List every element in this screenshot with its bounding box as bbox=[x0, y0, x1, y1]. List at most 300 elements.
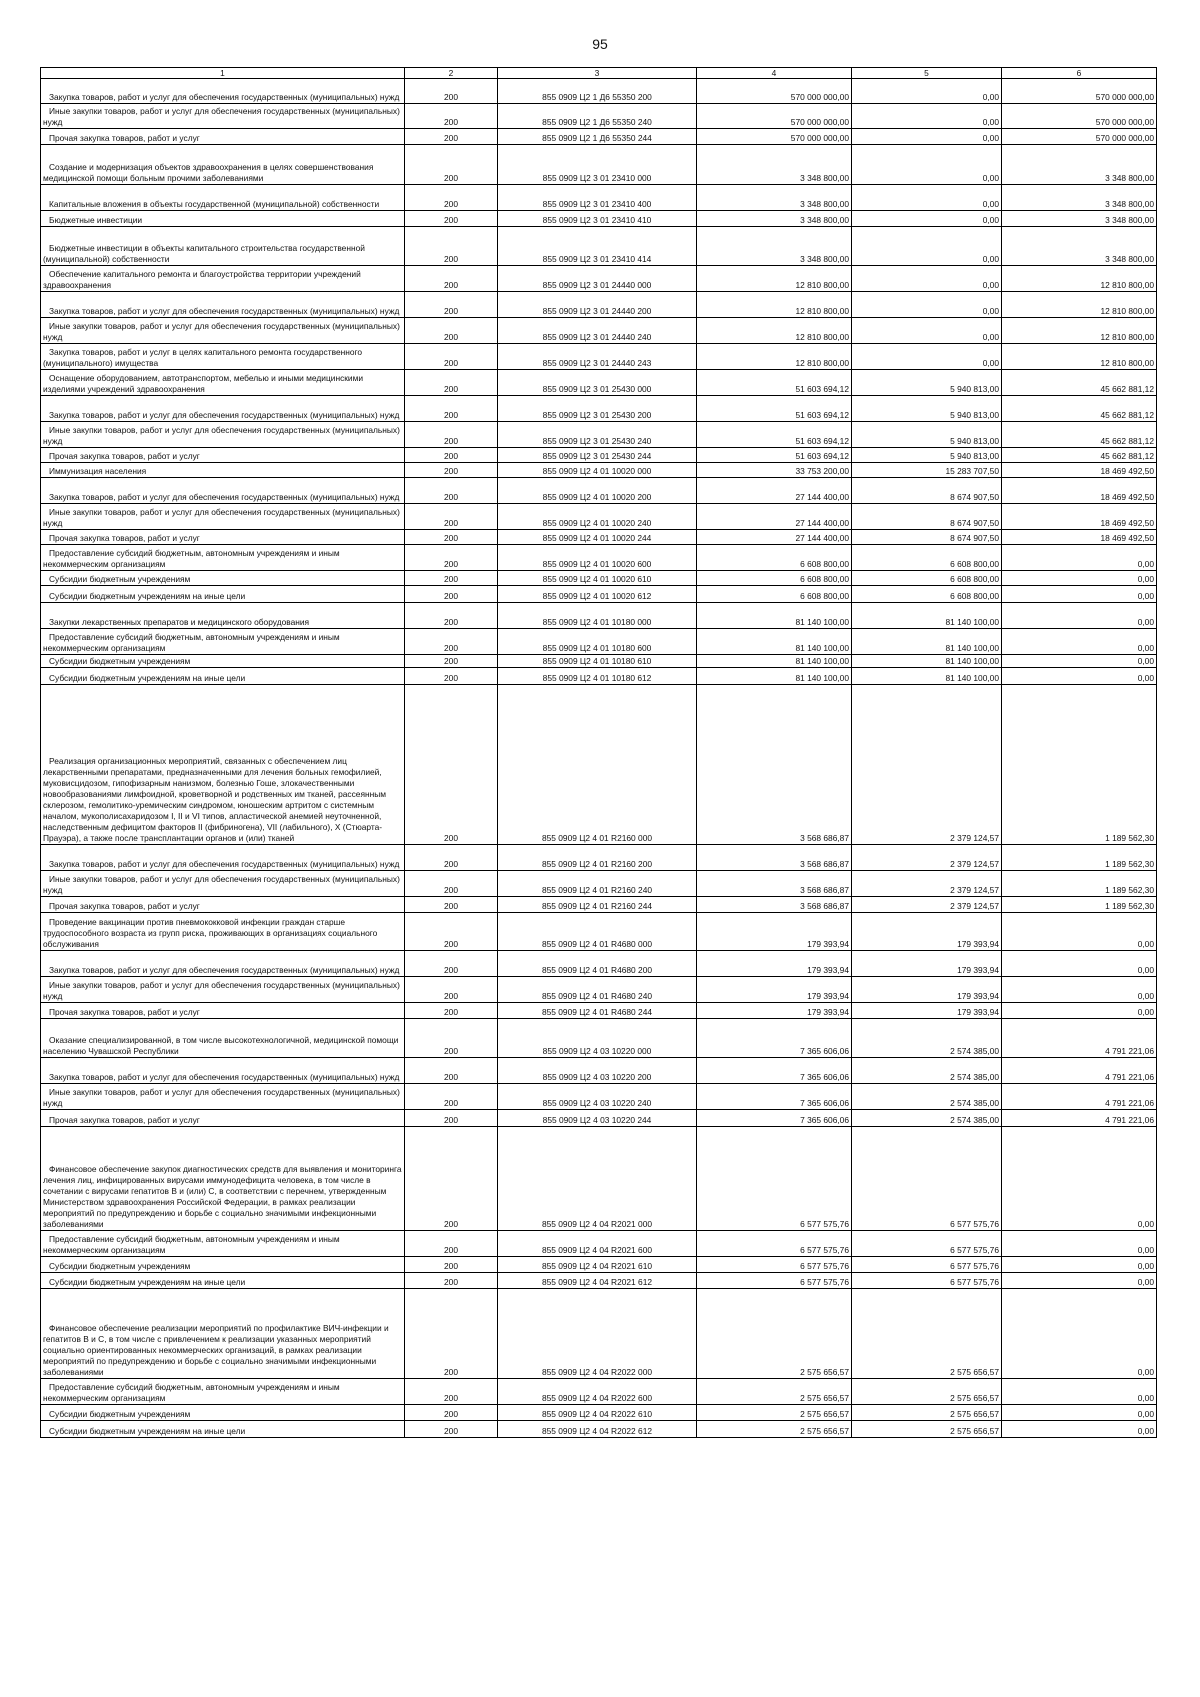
table-row bbox=[41, 655, 1157, 668]
row-name-text: Иные закупки товаров, работ и услуг для обеспечения государственных (муниципальных) нужд bbox=[43, 874, 400, 895]
row-name-cell bbox=[41, 478, 405, 504]
row-name-text: Субсидии бюджетным учреждениям bbox=[49, 656, 191, 666]
row-classification-code-cell: 855 0909 Ц2 3 01 23410 400 bbox=[498, 185, 697, 211]
row-amount-col4-cell: 6 577 575,76 bbox=[697, 1127, 852, 1231]
row-amount-col6-cell: 4 791 221,06 bbox=[1002, 1019, 1157, 1058]
table-row bbox=[41, 1289, 1157, 1379]
row-amount-col5-cell: 8 674 907,50 bbox=[852, 504, 1002, 530]
row-name-cell bbox=[41, 104, 405, 129]
row-amount-col6-cell: 3 348 800,00 bbox=[1002, 211, 1157, 227]
row-classification-code-cell: 855 0909 Ц2 4 01 10020 612 bbox=[498, 586, 697, 603]
row-classification-code-cell: 855 0909 Ц2 3 01 24440 240 bbox=[498, 318, 697, 344]
row-name-cell bbox=[41, 603, 405, 629]
row-name-text: Бюджетные инвестиции в объекты капитального строительства государственной (муниципальной) собственности bbox=[43, 243, 365, 264]
row-amount-col5-cell: 2 574 385,00 bbox=[852, 1110, 1002, 1127]
row-amount-col4-cell: 2 575 656,57 bbox=[697, 1405, 852, 1421]
row-classification-code-cell: 855 0909 Ц2 4 01 10180 612 bbox=[498, 668, 697, 685]
row-amount-col6-cell: 570 000 000,00 bbox=[1002, 79, 1157, 104]
row-classification-code-cell: 855 0909 Ц2 3 01 24440 000 bbox=[498, 266, 697, 292]
row-amount-col6-cell: 3 348 800,00 bbox=[1002, 185, 1157, 211]
table-row bbox=[41, 1405, 1157, 1421]
table-row bbox=[41, 104, 1157, 129]
row-amount-col4-cell: 12 810 800,00 bbox=[697, 266, 852, 292]
row-amount-col5-cell: 179 393,94 bbox=[852, 951, 1002, 977]
row-code-cell: 200 bbox=[405, 1127, 498, 1231]
row-amount-col6-cell: 0,00 bbox=[1002, 1379, 1157, 1405]
row-amount-col6-cell: 12 810 800,00 bbox=[1002, 266, 1157, 292]
row-amount-col4-cell: 27 144 400,00 bbox=[697, 530, 852, 545]
row-amount-col5-cell: 2 379 124,57 bbox=[852, 897, 1002, 913]
row-amount-col4-cell: 3 568 686,87 bbox=[697, 845, 852, 871]
row-amount-col6-cell: 0,00 bbox=[1002, 1003, 1157, 1019]
row-amount-col4-cell: 51 603 694,12 bbox=[697, 448, 852, 463]
row-amount-col6-cell: 0,00 bbox=[1002, 913, 1157, 951]
row-amount-col4-cell: 6 577 575,76 bbox=[697, 1273, 852, 1289]
row-classification-code-cell: 855 0909 Ц2 4 01 10180 000 bbox=[498, 603, 697, 629]
row-amount-col5-cell: 6 577 575,76 bbox=[852, 1273, 1002, 1289]
row-code-cell: 200 bbox=[405, 545, 498, 571]
column-header: 5 bbox=[852, 68, 1002, 79]
row-amount-col6-cell: 0,00 bbox=[1002, 545, 1157, 571]
row-amount-col4-cell: 3 348 800,00 bbox=[697, 145, 852, 185]
row-amount-col4-cell: 2 575 656,57 bbox=[697, 1421, 852, 1438]
row-amount-col4-cell: 27 144 400,00 bbox=[697, 504, 852, 530]
row-classification-code-cell: 855 0909 Ц2 4 04 R2022 610 bbox=[498, 1405, 697, 1421]
row-amount-col6-cell: 18 469 492,50 bbox=[1002, 478, 1157, 504]
row-name-cell bbox=[41, 1110, 405, 1127]
row-amount-col6-cell: 0,00 bbox=[1002, 571, 1157, 586]
row-name-cell bbox=[41, 227, 405, 266]
table-row bbox=[41, 504, 1157, 530]
row-amount-col5-cell: 5 940 813,00 bbox=[852, 422, 1002, 448]
row-name-text: Субсидии бюджетным учреждениям bbox=[49, 574, 191, 584]
row-classification-code-cell: 855 0909 Ц2 1 Д6 55350 200 bbox=[498, 79, 697, 104]
row-name-text: Предоставление субсидий бюджетным, автономным учреждениям и иным некоммерческим организациям bbox=[43, 548, 340, 569]
row-amount-col4-cell: 6 577 575,76 bbox=[697, 1231, 852, 1257]
row-classification-code-cell: 855 0909 Ц2 1 Д6 55350 240 bbox=[498, 104, 697, 129]
row-amount-col4-cell: 3 348 800,00 bbox=[697, 227, 852, 266]
row-code-cell: 200 bbox=[405, 448, 498, 463]
row-name-text: Иные закупки товаров, работ и услуг для обеспечения государственных (муниципальных) нужд bbox=[43, 1087, 400, 1108]
row-code-cell: 200 bbox=[405, 1379, 498, 1405]
row-code-cell: 200 bbox=[405, 463, 498, 478]
row-name-cell bbox=[41, 292, 405, 318]
row-name-cell bbox=[41, 685, 405, 845]
row-name-cell bbox=[41, 129, 405, 145]
row-name-cell bbox=[41, 1003, 405, 1019]
row-code-cell: 200 bbox=[405, 185, 498, 211]
row-name-text: Оснащение оборудованием, автотранспортом, мебелью и иными медицинскими изделиями учреждений здравоохранения bbox=[43, 373, 364, 394]
row-code-cell: 200 bbox=[405, 845, 498, 871]
row-code-cell: 200 bbox=[405, 318, 498, 344]
row-amount-col4-cell: 7 365 606,06 bbox=[697, 1058, 852, 1084]
table-row bbox=[41, 185, 1157, 211]
row-amount-col5-cell: 0,00 bbox=[852, 318, 1002, 344]
row-classification-code-cell: 855 0909 Ц2 4 01 R2160 240 bbox=[498, 871, 697, 897]
table-row bbox=[41, 685, 1157, 845]
row-amount-col4-cell: 570 000 000,00 bbox=[697, 129, 852, 145]
row-code-cell: 200 bbox=[405, 129, 498, 145]
row-amount-col4-cell: 81 140 100,00 bbox=[697, 629, 852, 655]
table-row bbox=[41, 478, 1157, 504]
row-name-text: Субсидии бюджетным учреждениям на иные цели bbox=[49, 1277, 246, 1287]
row-classification-code-cell: 855 0909 Ц2 4 01 R2160 244 bbox=[498, 897, 697, 913]
row-code-cell: 200 bbox=[405, 530, 498, 545]
row-name-text: Предоставление субсидий бюджетным, автономным учреждениям и иным некоммерческим организациям bbox=[43, 1234, 340, 1255]
row-classification-code-cell: 855 0909 Ц2 3 01 23410 414 bbox=[498, 227, 697, 266]
row-amount-col5-cell: 179 393,94 bbox=[852, 977, 1002, 1003]
row-code-cell: 200 bbox=[405, 1058, 498, 1084]
row-classification-code-cell: 855 0909 Ц2 4 01 10020 610 bbox=[498, 571, 697, 586]
row-code-cell: 200 bbox=[405, 586, 498, 603]
row-name-text: Закупка товаров, работ и услуг для обеспечения государственных (муниципальных) нужд bbox=[49, 859, 400, 869]
row-code-cell: 200 bbox=[405, 668, 498, 685]
row-name-cell bbox=[41, 530, 405, 545]
row-classification-code-cell: 855 0909 Ц2 4 01 R4680 200 bbox=[498, 951, 697, 977]
row-code-cell: 200 bbox=[405, 227, 498, 266]
row-code-cell: 200 bbox=[405, 79, 498, 104]
row-amount-col6-cell: 4 791 221,06 bbox=[1002, 1058, 1157, 1084]
row-amount-col6-cell: 0,00 bbox=[1002, 655, 1157, 668]
column-header: 2 bbox=[405, 68, 498, 79]
row-amount-col6-cell: 0,00 bbox=[1002, 1405, 1157, 1421]
row-name-cell bbox=[41, 951, 405, 977]
row-name-text: Обеспечение капитального ремонта и благоустройства территории учреждений здравоохранения bbox=[43, 269, 361, 290]
row-name-cell bbox=[41, 422, 405, 448]
row-amount-col4-cell: 81 140 100,00 bbox=[697, 603, 852, 629]
row-name-text: Иные закупки товаров, работ и услуг для обеспечения государственных (муниципальных) нужд bbox=[43, 106, 400, 127]
row-name-cell bbox=[41, 396, 405, 422]
table-row bbox=[41, 266, 1157, 292]
row-name-cell bbox=[41, 344, 405, 370]
row-name-text: Иные закупки товаров, работ и услуг для обеспечения государственных (муниципальных) нужд bbox=[43, 507, 400, 528]
table-row bbox=[41, 545, 1157, 571]
row-name-text: Закупка товаров, работ и услуг в целях капитального ремонта государственного (муниципального) имущества bbox=[43, 347, 363, 368]
column-header: 1 bbox=[41, 68, 405, 79]
column-number-row bbox=[41, 68, 1157, 79]
row-amount-col6-cell: 0,00 bbox=[1002, 951, 1157, 977]
table-row bbox=[41, 977, 1157, 1003]
row-classification-code-cell: 855 0909 Ц2 1 Д6 55350 244 bbox=[498, 129, 697, 145]
column-header: 6 bbox=[1002, 68, 1157, 79]
row-name-text: Финансовое обеспечение закупок диагностических средств для выявления и мониторинга лечения лиц, инфицированных вирусами иммунодефицита человека, в том числе в сочетании с вирусами гепатитов В и (или) С, в соответствии с перечнем, утвержденным Министерством здравоохранения Российской Федерации, в рамках реализации мероприятий по предупреждению и борьбе с социально значимыми инфекционными заболеваниями bbox=[43, 1164, 402, 1229]
row-amount-col6-cell: 0,00 bbox=[1002, 1257, 1157, 1273]
row-amount-col5-cell: 2 575 656,57 bbox=[852, 1421, 1002, 1438]
row-name-cell bbox=[41, 1421, 405, 1438]
row-classification-code-cell: 855 0909 Ц2 4 01 10020 200 bbox=[498, 478, 697, 504]
table-row bbox=[41, 129, 1157, 145]
row-code-cell: 200 bbox=[405, 1231, 498, 1257]
row-code-cell: 200 bbox=[405, 1019, 498, 1058]
row-amount-col4-cell: 3 568 686,87 bbox=[697, 897, 852, 913]
row-classification-code-cell: 855 0909 Ц2 4 01 R4680 000 bbox=[498, 913, 697, 951]
row-code-cell: 200 bbox=[405, 913, 498, 951]
table-body bbox=[41, 79, 1157, 1438]
table-row bbox=[41, 603, 1157, 629]
row-code-cell: 200 bbox=[405, 1084, 498, 1110]
row-amount-col4-cell: 51 603 694,12 bbox=[697, 422, 852, 448]
row-code-cell: 200 bbox=[405, 211, 498, 227]
row-amount-col5-cell: 2 379 124,57 bbox=[852, 871, 1002, 897]
row-name-text: Иные закупки товаров, работ и услуг для обеспечения государственных (муниципальных) нужд bbox=[43, 980, 400, 1001]
row-name-text: Бюджетные инвестиции bbox=[49, 215, 143, 225]
row-amount-col5-cell: 2 575 656,57 bbox=[852, 1405, 1002, 1421]
row-code-cell: 200 bbox=[405, 1003, 498, 1019]
table-row bbox=[41, 79, 1157, 104]
row-amount-col5-cell: 81 140 100,00 bbox=[852, 603, 1002, 629]
row-amount-col5-cell: 6 608 800,00 bbox=[852, 545, 1002, 571]
row-code-cell: 200 bbox=[405, 504, 498, 530]
row-amount-col5-cell: 2 379 124,57 bbox=[852, 685, 1002, 845]
row-amount-col6-cell: 0,00 bbox=[1002, 1289, 1157, 1379]
row-amount-col4-cell: 12 810 800,00 bbox=[697, 292, 852, 318]
row-amount-col6-cell: 1 189 562,30 bbox=[1002, 871, 1157, 897]
row-amount-col6-cell: 570 000 000,00 bbox=[1002, 104, 1157, 129]
row-name-text: Закупка товаров, работ и услуг для обеспечения государственных (муниципальных) нужд bbox=[49, 492, 400, 502]
table-row bbox=[41, 318, 1157, 344]
row-classification-code-cell: 855 0909 Ц2 4 01 R4680 244 bbox=[498, 1003, 697, 1019]
row-amount-col5-cell: 0,00 bbox=[852, 292, 1002, 318]
row-name-cell bbox=[41, 1127, 405, 1231]
row-name-text: Субсидии бюджетным учреждениям bbox=[49, 1409, 191, 1419]
table-row bbox=[41, 448, 1157, 463]
row-code-cell: 200 bbox=[405, 871, 498, 897]
row-amount-col4-cell: 81 140 100,00 bbox=[697, 668, 852, 685]
row-code-cell: 200 bbox=[405, 897, 498, 913]
row-name-cell bbox=[41, 448, 405, 463]
row-name-cell bbox=[41, 845, 405, 871]
row-name-cell bbox=[41, 545, 405, 571]
row-name-text: Иные закупки товаров, работ и услуг для обеспечения государственных (муниципальных) нужд bbox=[43, 321, 400, 342]
row-amount-col4-cell: 51 603 694,12 bbox=[697, 396, 852, 422]
row-code-cell: 200 bbox=[405, 344, 498, 370]
row-name-cell bbox=[41, 629, 405, 655]
row-amount-col6-cell: 0,00 bbox=[1002, 603, 1157, 629]
row-classification-code-cell: 855 0909 Ц2 3 01 25430 200 bbox=[498, 396, 697, 422]
row-amount-col6-cell: 18 469 492,50 bbox=[1002, 530, 1157, 545]
row-name-text: Прочая закупка товаров, работ и услуг bbox=[49, 901, 200, 911]
row-name-text: Закупка товаров, работ и услуг для обеспечения государственных (муниципальных) нужд bbox=[49, 410, 400, 420]
row-code-cell: 200 bbox=[405, 1273, 498, 1289]
row-name-cell bbox=[41, 1273, 405, 1289]
row-amount-col5-cell: 81 140 100,00 bbox=[852, 655, 1002, 668]
row-code-cell: 200 bbox=[405, 396, 498, 422]
row-amount-col6-cell: 1 189 562,30 bbox=[1002, 845, 1157, 871]
row-code-cell: 200 bbox=[405, 266, 498, 292]
row-name-text: Закупка товаров, работ и услуг для обеспечения государственных (муниципальных) нужд bbox=[49, 1072, 400, 1082]
row-amount-col4-cell: 12 810 800,00 bbox=[697, 344, 852, 370]
row-name-cell bbox=[41, 655, 405, 668]
row-amount-col6-cell: 1 189 562,30 bbox=[1002, 685, 1157, 845]
row-amount-col6-cell: 12 810 800,00 bbox=[1002, 344, 1157, 370]
row-classification-code-cell: 855 0909 Ц2 4 03 10220 240 bbox=[498, 1084, 697, 1110]
column-header: 4 bbox=[697, 68, 852, 79]
table-row bbox=[41, 227, 1157, 266]
row-classification-code-cell: 855 0909 Ц2 4 04 R2021 000 bbox=[498, 1127, 697, 1231]
row-name-cell bbox=[41, 1084, 405, 1110]
table-row bbox=[41, 1110, 1157, 1127]
table-row bbox=[41, 668, 1157, 685]
row-code-cell: 200 bbox=[405, 629, 498, 655]
row-classification-code-cell: 855 0909 Ц2 4 03 10220 000 bbox=[498, 1019, 697, 1058]
row-code-cell: 200 bbox=[405, 571, 498, 586]
row-name-text: Прочая закупка товаров, работ и услуг bbox=[49, 133, 200, 143]
row-name-cell bbox=[41, 185, 405, 211]
row-amount-col6-cell: 1 189 562,30 bbox=[1002, 897, 1157, 913]
row-name-text: Субсидии бюджетным учреждениям bbox=[49, 1261, 191, 1271]
row-amount-col6-cell: 0,00 bbox=[1002, 1231, 1157, 1257]
row-amount-col5-cell: 6 577 575,76 bbox=[852, 1127, 1002, 1231]
row-amount-col4-cell: 7 365 606,06 bbox=[697, 1110, 852, 1127]
row-amount-col5-cell: 0,00 bbox=[852, 211, 1002, 227]
row-name-cell bbox=[41, 266, 405, 292]
row-amount-col5-cell: 2 379 124,57 bbox=[852, 845, 1002, 871]
row-amount-col5-cell: 2 574 385,00 bbox=[852, 1084, 1002, 1110]
row-amount-col6-cell: 0,00 bbox=[1002, 977, 1157, 1003]
row-code-cell: 200 bbox=[405, 292, 498, 318]
row-code-cell: 200 bbox=[405, 685, 498, 845]
row-name-text: Прочая закупка товаров, работ и услуг bbox=[49, 451, 200, 461]
row-amount-col5-cell: 0,00 bbox=[852, 266, 1002, 292]
row-code-cell: 200 bbox=[405, 1421, 498, 1438]
row-amount-col4-cell: 7 365 606,06 bbox=[697, 1019, 852, 1058]
row-name-text: Прочая закупка товаров, работ и услуг bbox=[49, 1007, 200, 1017]
row-amount-col6-cell: 12 810 800,00 bbox=[1002, 292, 1157, 318]
table-row bbox=[41, 1379, 1157, 1405]
row-classification-code-cell: 855 0909 Ц2 4 04 R2021 610 bbox=[498, 1257, 697, 1273]
row-amount-col5-cell: 0,00 bbox=[852, 344, 1002, 370]
row-classification-code-cell: 855 0909 Ц2 3 01 24440 243 bbox=[498, 344, 697, 370]
row-code-cell: 200 bbox=[405, 478, 498, 504]
row-amount-col6-cell: 45 662 881,12 bbox=[1002, 422, 1157, 448]
row-amount-col5-cell: 8 674 907,50 bbox=[852, 530, 1002, 545]
row-code-cell: 200 bbox=[405, 104, 498, 129]
row-classification-code-cell: 855 0909 Ц2 3 01 25430 240 bbox=[498, 422, 697, 448]
row-name-text: Создание и модернизация объектов здравоохранения в целях совершенствования медицинской помощи больным прочими заболеваниями bbox=[43, 162, 374, 183]
row-name-cell bbox=[41, 913, 405, 951]
table-row bbox=[41, 370, 1157, 396]
row-name-cell bbox=[41, 318, 405, 344]
row-amount-col4-cell: 6 577 575,76 bbox=[697, 1257, 852, 1273]
row-name-cell bbox=[41, 897, 405, 913]
row-code-cell: 200 bbox=[405, 422, 498, 448]
row-amount-col6-cell: 12 810 800,00 bbox=[1002, 318, 1157, 344]
row-amount-col4-cell: 179 393,94 bbox=[697, 1003, 852, 1019]
table-row bbox=[41, 897, 1157, 913]
row-classification-code-cell: 855 0909 Ц2 3 01 24440 200 bbox=[498, 292, 697, 318]
row-amount-col6-cell: 18 469 492,50 bbox=[1002, 504, 1157, 530]
row-amount-col4-cell: 6 608 800,00 bbox=[697, 571, 852, 586]
row-classification-code-cell: 855 0909 Ц2 3 01 25430 000 bbox=[498, 370, 697, 396]
row-name-text: Закупка товаров, работ и услуг для обеспечения государственных (муниципальных) нужд bbox=[49, 965, 400, 975]
row-classification-code-cell: 855 0909 Ц2 4 03 10220 200 bbox=[498, 1058, 697, 1084]
row-amount-col5-cell: 81 140 100,00 bbox=[852, 629, 1002, 655]
row-amount-col4-cell: 81 140 100,00 bbox=[697, 655, 852, 668]
row-amount-col4-cell: 51 603 694,12 bbox=[697, 370, 852, 396]
row-name-text: Иммунизация населения bbox=[49, 466, 147, 476]
row-name-cell bbox=[41, 1019, 405, 1058]
budget-table bbox=[40, 67, 1157, 1438]
row-amount-col6-cell: 0,00 bbox=[1002, 1273, 1157, 1289]
row-classification-code-cell: 855 0909 Ц2 4 01 10180 600 bbox=[498, 629, 697, 655]
row-amount-col5-cell: 81 140 100,00 bbox=[852, 668, 1002, 685]
table-row bbox=[41, 396, 1157, 422]
table-row bbox=[41, 1003, 1157, 1019]
row-classification-code-cell: 855 0909 Ц2 3 01 25430 244 bbox=[498, 448, 697, 463]
table-row bbox=[41, 344, 1157, 370]
row-name-cell bbox=[41, 1379, 405, 1405]
table-row bbox=[41, 1084, 1157, 1110]
row-amount-col6-cell: 45 662 881,12 bbox=[1002, 448, 1157, 463]
row-name-cell bbox=[41, 1405, 405, 1421]
row-name-text: Субсидии бюджетным учреждениям на иные цели bbox=[49, 1426, 246, 1436]
row-name-cell bbox=[41, 1289, 405, 1379]
row-amount-col4-cell: 6 608 800,00 bbox=[697, 586, 852, 603]
table-row bbox=[41, 629, 1157, 655]
row-name-text: Капитальные вложения в объекты государственной (муниципальной) собственности bbox=[49, 199, 380, 209]
row-name-cell bbox=[41, 370, 405, 396]
row-classification-code-cell: 855 0909 Ц2 4 01 10020 240 bbox=[498, 504, 697, 530]
row-classification-code-cell: 855 0909 Ц2 4 01 R2160 200 bbox=[498, 845, 697, 871]
row-classification-code-cell: 855 0909 Ц2 4 04 R2022 600 bbox=[498, 1379, 697, 1405]
row-name-cell bbox=[41, 211, 405, 227]
row-classification-code-cell: 855 0909 Ц2 4 01 10020 000 bbox=[498, 463, 697, 478]
table-row bbox=[41, 1257, 1157, 1273]
row-amount-col5-cell: 6 577 575,76 bbox=[852, 1257, 1002, 1273]
page-number: 95 bbox=[592, 36, 608, 52]
row-code-cell: 200 bbox=[405, 977, 498, 1003]
row-amount-col4-cell: 2 575 656,57 bbox=[697, 1379, 852, 1405]
table-row bbox=[41, 145, 1157, 185]
row-amount-col5-cell: 8 674 907,50 bbox=[852, 478, 1002, 504]
table-row bbox=[41, 871, 1157, 897]
row-name-text: Закупка товаров, работ и услуг для обеспечения государственных (муниципальных) нужд bbox=[49, 92, 400, 102]
row-name-text: Прочая закупка товаров, работ и услуг bbox=[49, 1115, 200, 1125]
table-row bbox=[41, 530, 1157, 545]
row-code-cell: 200 bbox=[405, 370, 498, 396]
row-amount-col6-cell: 3 348 800,00 bbox=[1002, 227, 1157, 266]
row-amount-col6-cell: 4 791 221,06 bbox=[1002, 1110, 1157, 1127]
row-amount-col6-cell: 3 348 800,00 bbox=[1002, 145, 1157, 185]
row-code-cell: 200 bbox=[405, 145, 498, 185]
row-classification-code-cell: 855 0909 Ц2 4 04 R2021 600 bbox=[498, 1231, 697, 1257]
row-amount-col6-cell: 0,00 bbox=[1002, 668, 1157, 685]
row-classification-code-cell: 855 0909 Ц2 4 04 R2021 612 bbox=[498, 1273, 697, 1289]
row-name-text: Иные закупки товаров, работ и услуг для обеспечения государственных (муниципальных) нужд bbox=[43, 425, 400, 446]
row-amount-col5-cell: 179 393,94 bbox=[852, 913, 1002, 951]
table-row bbox=[41, 951, 1157, 977]
row-amount-col6-cell: 45 662 881,12 bbox=[1002, 396, 1157, 422]
table-row bbox=[41, 1058, 1157, 1084]
table-row bbox=[41, 571, 1157, 586]
row-name-cell bbox=[41, 668, 405, 685]
column-header: 3 bbox=[498, 68, 697, 79]
row-name-text: Предоставление субсидий бюджетным, автономным учреждениям и иным некоммерческим организациям bbox=[43, 1382, 340, 1403]
row-amount-col5-cell: 2 574 385,00 bbox=[852, 1019, 1002, 1058]
row-name-cell bbox=[41, 1231, 405, 1257]
row-amount-col4-cell: 6 608 800,00 bbox=[697, 545, 852, 571]
table-row bbox=[41, 422, 1157, 448]
row-amount-col4-cell: 3 348 800,00 bbox=[697, 185, 852, 211]
row-amount-col5-cell: 2 575 656,57 bbox=[852, 1289, 1002, 1379]
row-name-cell bbox=[41, 504, 405, 530]
table-row bbox=[41, 1019, 1157, 1058]
row-name-cell bbox=[41, 871, 405, 897]
row-name-cell bbox=[41, 79, 405, 104]
row-amount-col4-cell: 7 365 606,06 bbox=[697, 1084, 852, 1110]
row-amount-col4-cell: 179 393,94 bbox=[697, 977, 852, 1003]
row-amount-col5-cell: 5 940 813,00 bbox=[852, 396, 1002, 422]
